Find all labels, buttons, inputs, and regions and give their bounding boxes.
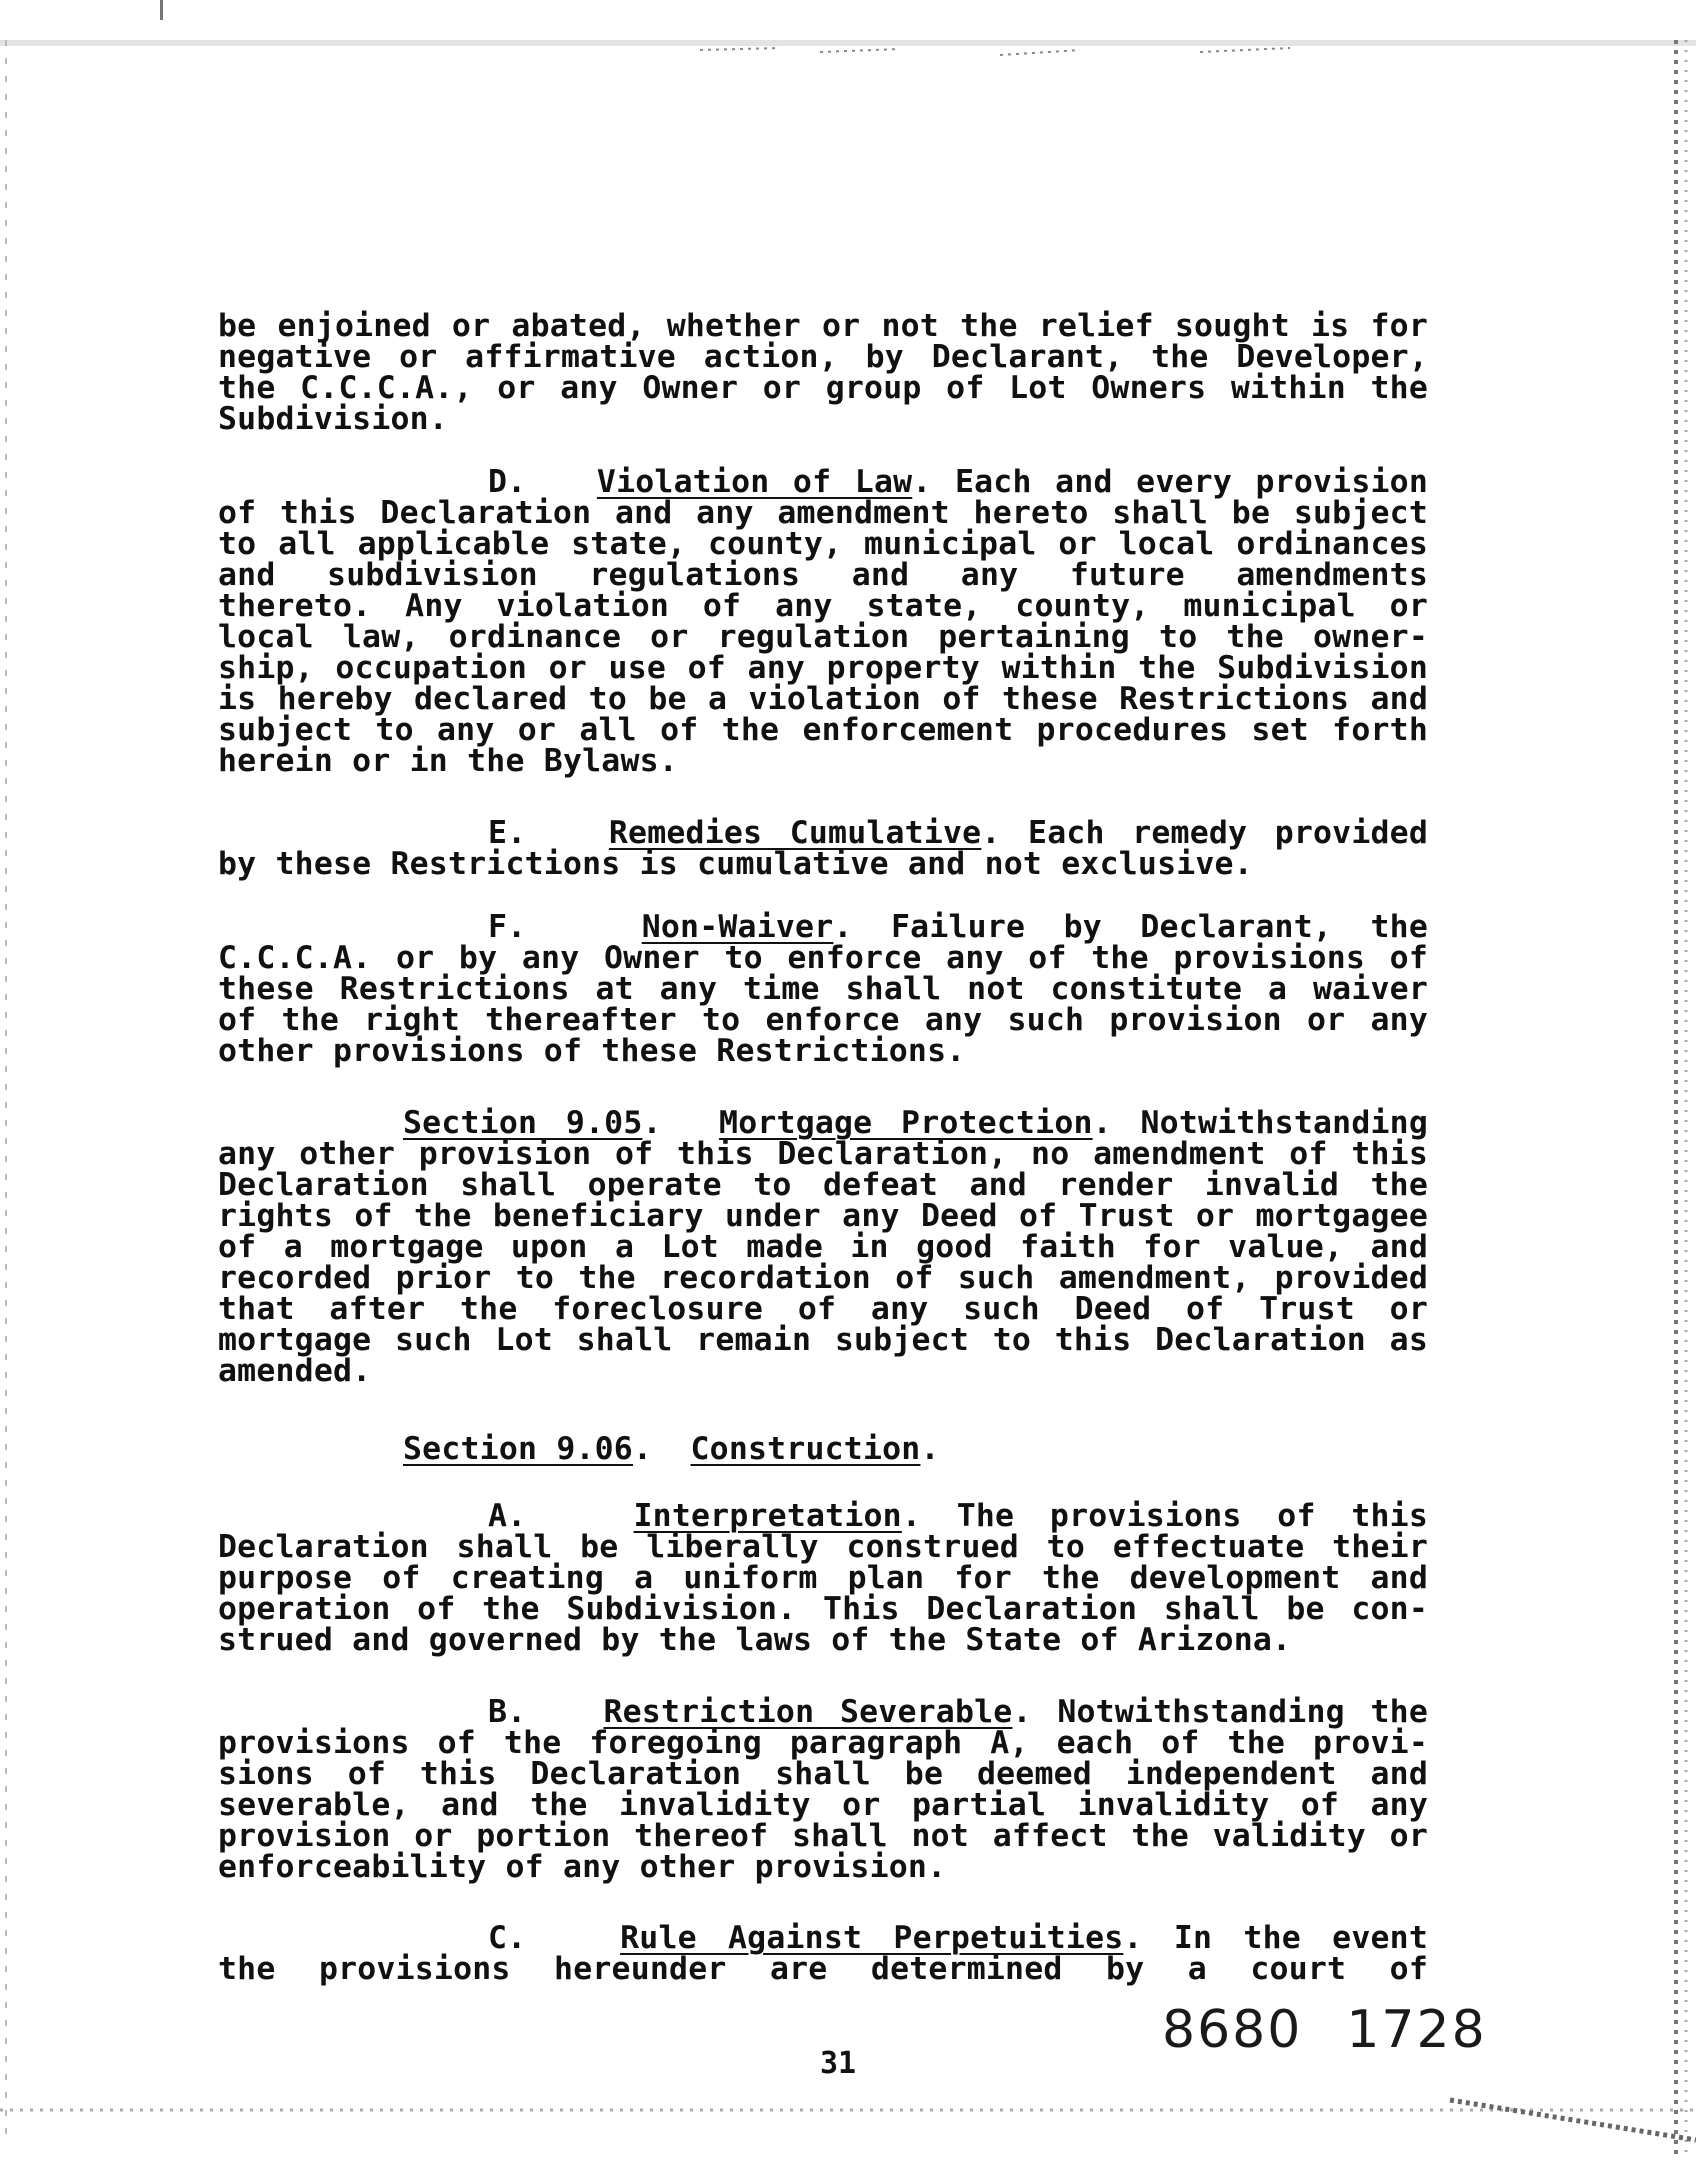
item-label: A. (488, 1498, 527, 1534)
text-line: rights of the beneficiary under any Deed of Trust or mortgagee (218, 1198, 1428, 1234)
text-line: Declaration shall operate to defeat and render invalid the (218, 1167, 1428, 1203)
text-line: of a mortgage upon a Lot made in good faith for value, and (218, 1229, 1428, 1265)
item-label: D. (488, 464, 527, 500)
text-line: other provisions of these Restrictions. (218, 1033, 966, 1069)
text-line: mortgage such Lot shall remain subject to this Declaration as (218, 1322, 1428, 1358)
paragraph-heading-line (218, 1498, 1429, 1534)
text-line: purpose of creating a uniform plan for the development and (218, 1560, 1428, 1596)
item-label: C. (488, 1920, 527, 1956)
text-line: ship, occupation or use of any property within the Subdivision (218, 650, 1428, 686)
item-title: Restriction Severable (603, 1694, 1013, 1730)
paragraph-rule-against-perpetuities (218, 1920, 1428, 1987)
paragraph-violation-of-law (218, 464, 1428, 779)
text-line: provisions of the foregoing paragraph A, each of the provi- (218, 1725, 1428, 1761)
paragraph-heading-line (218, 464, 1428, 500)
item-label: F. (488, 909, 527, 945)
text-line: local law, ordinance or regulation pertaining to the owner- (218, 619, 1428, 655)
text-line: any other provision of this Declaration, no amendment of this (218, 1136, 1428, 1172)
text-line: and subdivision regulations and any future amendments (218, 557, 1428, 593)
text-line: of the right thereafter to enforce any such provision or any (218, 1002, 1428, 1038)
text-line: recorded prior to the recordation of such amendment, provided (218, 1260, 1428, 1296)
text-line: strued and governed by the laws of the State of Arizona. (218, 1622, 1292, 1658)
text-line: be enjoined or abated, whether or not the relief sought is for (218, 308, 1428, 344)
text-line: subject to any or all of the enforcement procedures set forth (218, 712, 1428, 748)
scan-noise-left (0, 40, 20, 2140)
paragraph-continuation (218, 308, 1428, 437)
text-line: by these Restrictions is cumulative and not exclusive. (218, 846, 1253, 882)
item-label: E. (488, 815, 527, 851)
text-line: that after the foreclosure of any such Deed of Trust or (218, 1291, 1428, 1327)
scan-noise-right (1656, 40, 1696, 2160)
section-heading-line: Section 9.06. Construction. (403, 1431, 940, 1467)
section-number: Section 9.05 (403, 1105, 643, 1141)
section-9-05-mortgage-protection (218, 1105, 1428, 1389)
item-title: Interpretation (633, 1498, 902, 1534)
recording-stamp (1162, 2000, 1487, 2060)
text-line: these Restrictions at any time shall not constitute a waiver (218, 971, 1428, 1007)
section-number: Section 9.06 (403, 1431, 633, 1467)
text-line: . In the event (1123, 1920, 1428, 1956)
paragraph-restriction-severable (218, 1694, 1428, 1885)
text-line: provision or portion thereof shall not affect the validity or (218, 1818, 1428, 1854)
text-line: to all applicable state, county, municipal or local ordinances (218, 526, 1428, 562)
paragraph-heading-line (218, 815, 1429, 851)
text-line: amended. (218, 1353, 372, 1389)
paragraph-heading-line (218, 1694, 1428, 1730)
page-number: 31 (820, 2046, 857, 2081)
item-title: Non-Waiver (641, 909, 834, 945)
section-9-06-construction (218, 1431, 1428, 1467)
text-line: is hereby declared to be a violation of these Restrictions and (218, 681, 1428, 717)
paragraph-heading-line (218, 1920, 1428, 1956)
text-line: thereto. Any violation of any state, county, municipal or (218, 588, 1428, 624)
scan-noise-top (0, 0, 1696, 70)
paragraph-interpretation (218, 1498, 1429, 1658)
stamp-page-number: 1728 (1346, 2000, 1487, 2060)
text-line: severable, and the invalidity or partial invalidity of any (218, 1787, 1428, 1823)
section-title: Mortgage Protection (719, 1105, 1093, 1141)
scan-noise-bottom (0, 2070, 1696, 2160)
text-line: Subdivision. (218, 401, 448, 437)
text-line: . The provisions of this (901, 1498, 1429, 1534)
text-line: the C.C.C.A., or any Owner or group of Lot Owners within the (218, 370, 1428, 406)
text-line: Declaration shall be liberally construed to effectuate their (218, 1529, 1428, 1565)
item-title: Remedies Cumulative (608, 815, 982, 851)
text-line: operation of the Subdivision. This Declaration shall be con- (218, 1591, 1428, 1627)
text-line: enforceability of any other provision. (218, 1849, 947, 1885)
text-line: negative or affirmative action, by Declarant, the Developer, (218, 339, 1428, 375)
text-line: sions of this Declaration shall be deemed independent and (218, 1756, 1428, 1792)
paragraph-heading-line (218, 909, 1428, 945)
section-title: Construction (690, 1431, 921, 1467)
text-line: of this Declaration and any amendment hereto shall be subject (218, 495, 1428, 531)
stamp-book-number: 8680 (1162, 2000, 1303, 2060)
item-title: Rule Against Perpetuities (620, 1920, 1124, 1956)
item-title: Violation of Law (596, 464, 913, 500)
text-line: . Notwithstanding the (1012, 1694, 1428, 1730)
paragraph-remedies-cumulative (218, 815, 1429, 882)
text-line: . Each remedy provided (981, 815, 1429, 851)
text-line: . Notwithstanding (1092, 1105, 1428, 1141)
text-line: . Each and every provision (912, 464, 1428, 500)
section-heading-line: Section 9.05. Mortgage Protection. Notwithstanding (403, 1105, 1428, 1141)
text-line: C.C.C.A. or by any Owner to enforce any of the provisions of (218, 940, 1428, 976)
text-line: . Failure by Declarant, the (833, 909, 1428, 945)
text-line: the provisions hereunder are determined by a court of (218, 1951, 1428, 1987)
item-label: B. (488, 1694, 527, 1730)
paragraph-non-waiver (218, 909, 1428, 1069)
text-line: herein or in the Bylaws. (218, 743, 678, 779)
